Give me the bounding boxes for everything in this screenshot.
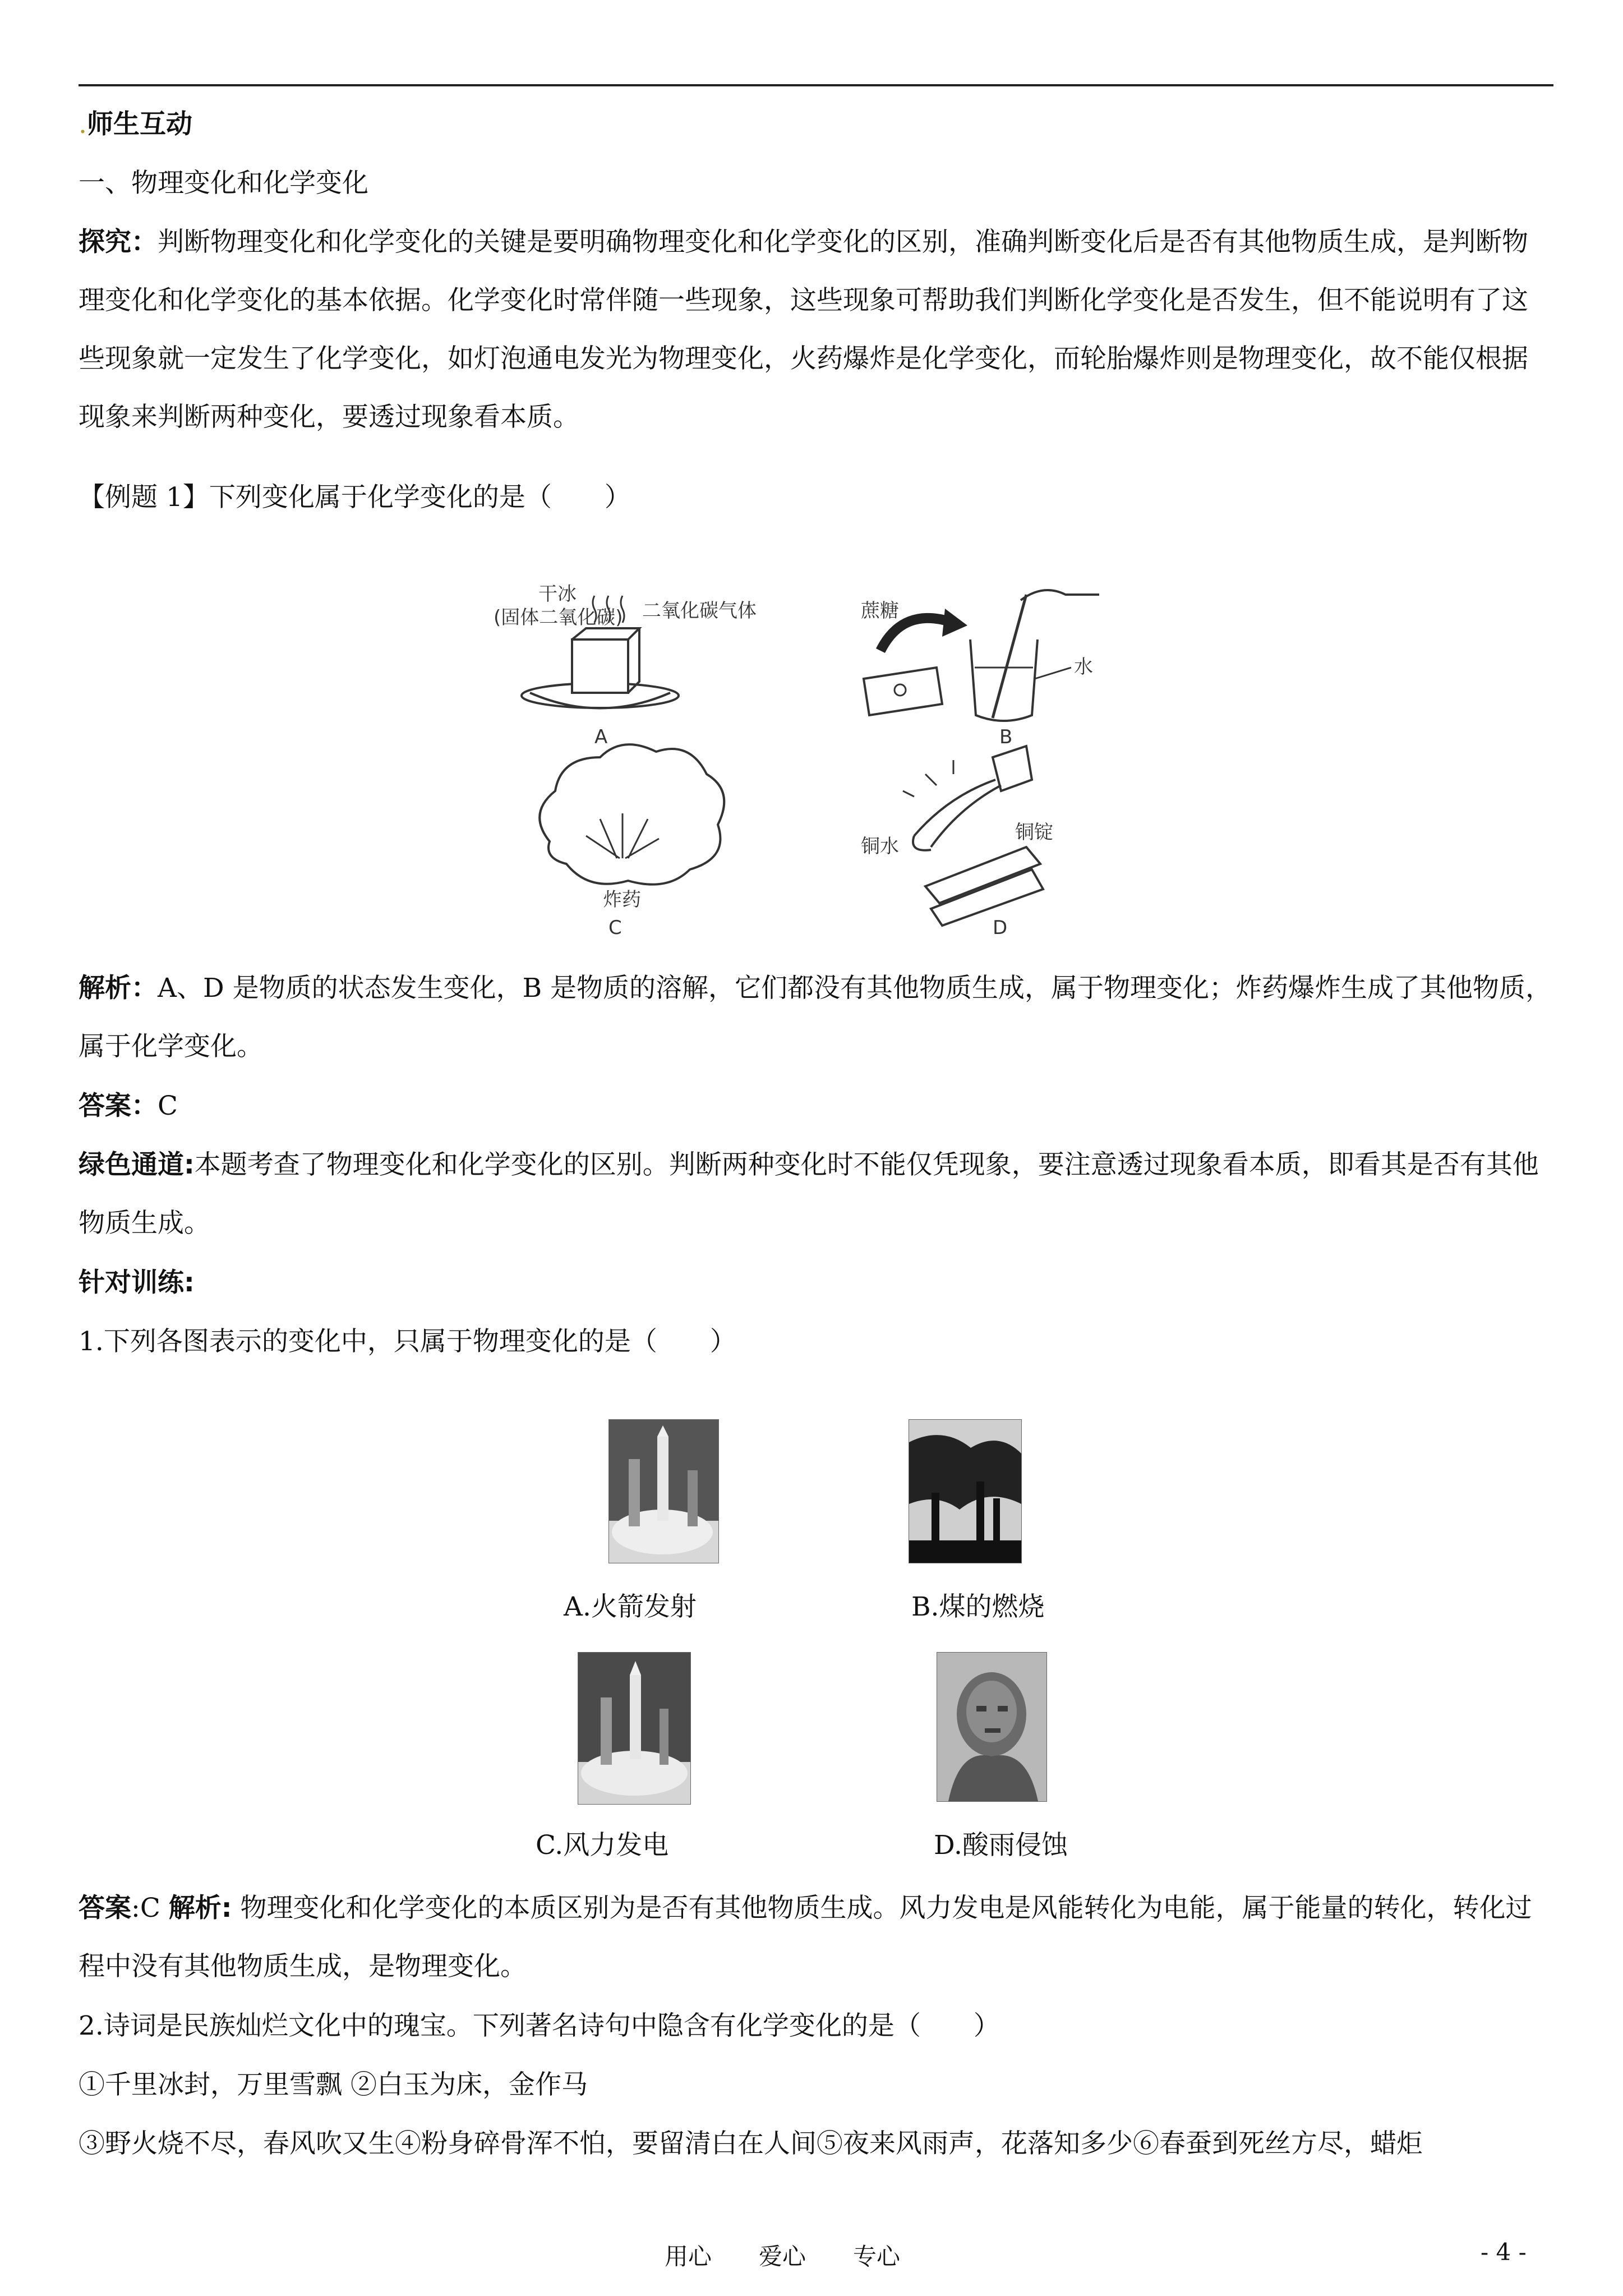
label-d: D (993, 917, 1008, 939)
figure-c-explosion (540, 744, 724, 939)
figure-d-copper (861, 746, 1053, 939)
coal-burning-photo (909, 1419, 1022, 1563)
label-b: B (999, 726, 1013, 748)
label-explosive: 炸药 (603, 889, 641, 911)
option-a-caption: A.火箭发射 (564, 1591, 697, 1622)
label-c: C (608, 917, 622, 939)
q1-question: 1.下列各图表示的变化中，只属于物理变化的是（ ） (79, 1326, 736, 1357)
section-title: .师生互动 (79, 109, 192, 140)
example1-question: 【例题 1】下列变化属于化学变化的是（ ） (79, 482, 631, 513)
header-rule (79, 84, 1553, 86)
q2-line2: ③野火烧不尽，春风吹又生④粉身碎骨浑不怕，要留清白在人间⑤夜来风雨声，花落知多少⑥春蚕到死丝方尽，蜡炬 (79, 2128, 1423, 2159)
page-number: - 4 - (1481, 2238, 1527, 2266)
example1-answer: 答案：C (79, 1091, 178, 1121)
label-co2-gas: 二氧化碳气体 (642, 600, 757, 622)
example1-figure (488, 583, 1116, 954)
label-copper-ingot: 铜锭 (1015, 821, 1053, 844)
example1-analysis: 解析：A、D 是物质的状态发生变化，B 是物质的溶解，它们都没有其他物质生成，属于物理变化；炸药爆炸生成了其他物质，属于化学变化。 (79, 973, 1552, 1062)
explore-paragraph: 探究：判断物理变化和化学变化的关键是要明确物理变化和化学变化的区别，准确判断变化后是否有其他物质生成，是判断物理变化和化学变化的基本依据。化学变化时常伴随一些现象，这些现象可帮助我们判断化学变化是否发生，但不能说明有了这些现象就一定发生了化学变化，如灯泡通电发光为物理变化，火药爆炸是化学变化，而轮胎爆炸则是物理变化，故不能仅根据现象来判断两种变化，要透过现象看本质。 (79, 227, 1528, 432)
label-dry-ice: 干冰 (538, 583, 577, 605)
option-b-caption: B.煤的燃烧 (911, 1591, 1045, 1622)
label-molten-copper: 铜水 (861, 835, 899, 858)
figure-b-sugar-water (861, 590, 1099, 748)
training-heading: 针对训练: (79, 1267, 195, 1298)
label-a: A (594, 726, 608, 748)
green-channel: 绿色通道:本题考查了物理变化和化学变化的区别。判断两种变化时不能仅凭现象，要注意透过现象看本质，即看其是否有其他物质生成。 (79, 1149, 1539, 1239)
rocket-launch-photo (608, 1419, 719, 1563)
figure-a-dry-ice (494, 583, 757, 748)
label-water: 水 (1074, 656, 1093, 678)
q2-question: 2.诗词是民族灿烂文化中的瑰宝。下列著名诗句中隐含有化学变化的是（ ） (79, 2010, 1000, 2041)
label-sugar: 蔗糖 (861, 600, 899, 622)
wind-power-photo (578, 1652, 691, 1805)
option-c-caption: C.风力发电 (536, 1830, 669, 1861)
option-d-caption: D.酸雨侵蚀 (934, 1830, 1068, 1861)
q2-line1: ①千里冰封，万里雪飘 ②白玉为床，金作马 (79, 2069, 588, 2100)
q1-answer-analysis: 答案:C 解析: 物理变化和化学变化的本质区别为是否有其他物质生成。风力发电是风能转化为电能，属于能量的转化，转化过程中没有其他物质生成，是物理变化。 (79, 1893, 1532, 1982)
label-dry-ice-sub: (固体二氧化碳) (494, 606, 623, 629)
heading-physical-chemical: 一、物理变化和化学变化 (79, 168, 368, 199)
footer-slogan: 用心 爱心 专心 (665, 2243, 901, 2270)
acid-rain-erosion-photo (937, 1652, 1047, 1802)
